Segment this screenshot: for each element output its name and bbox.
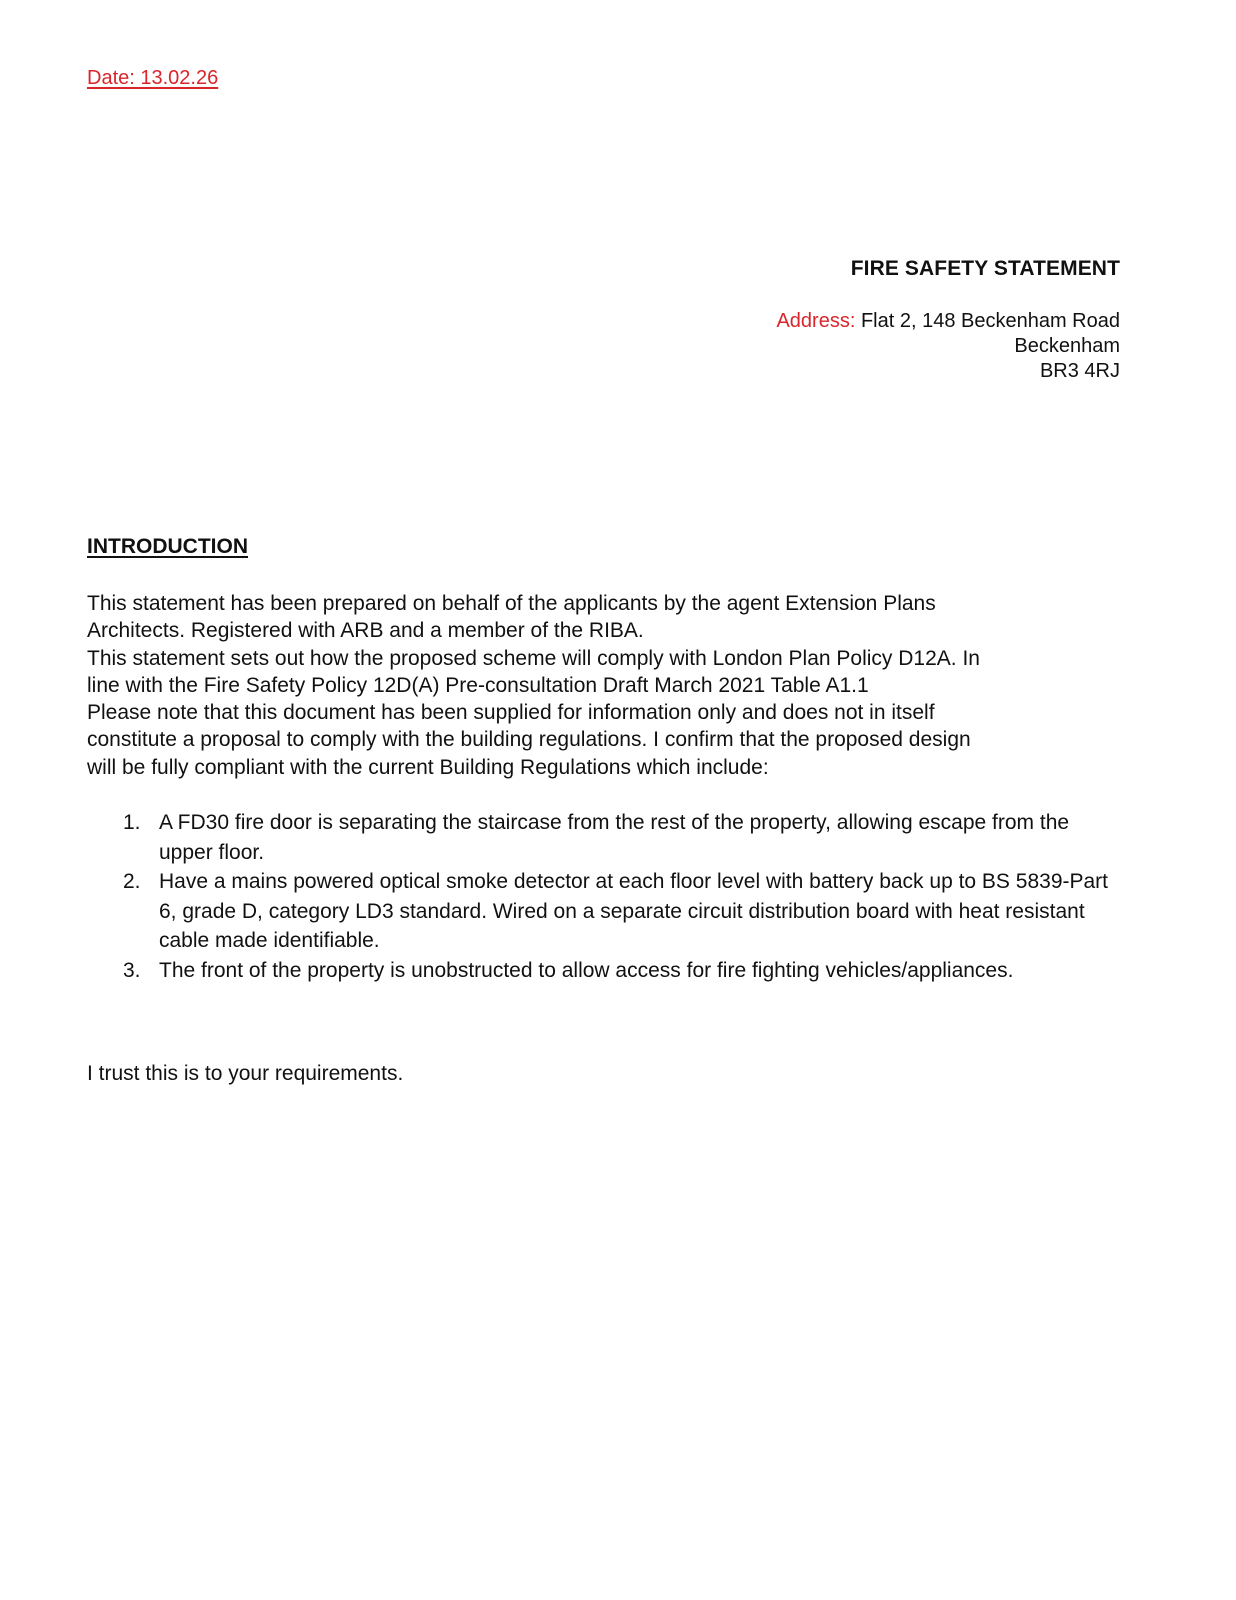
list-text: A FD30 fire door is separating the staircase from the rest of the property, allowing escape from the upper floor. [159,811,1070,864]
list-item [87,867,1127,956]
list-number: 2. [123,870,141,893]
address-line-2: Beckenham [1014,335,1120,357]
address-line-3: BR3 4RJ [1039,360,1120,382]
document-date: Date: 13.02.26 [87,67,219,89]
list-item [87,808,1127,867]
intro-line: will be fully compliant with the current Building Regulations which include: [87,755,769,779]
intro-line: constitute a proposal to comply with the building regulations. I confirm that the proposed design [87,728,971,752]
list-number: 1. [123,811,141,834]
list-text: The front of the property is unobstructed to allow access for fire fighting vehicles/appliances. [159,958,1014,982]
intro-line: Architects. Registered with ARB and a member of the RIBA. [87,619,644,643]
list-text: Have a mains powered optical smoke detector at each floor level with battery back up to BS 5839-Part 6, grade D, category LD3 standard. Wired on a separate circuit distribution board with heat resistant cable made identifiable. [159,870,1108,952]
intro-line: This statement sets out how the proposed scheme will comply with London Plan Policy D12A. In [87,646,980,670]
address-street: Flat 2, 148 Beckenham Road [860,310,1120,332]
title-block [776,257,1120,384]
closing-statement: I trust this is to your requirements. [87,1062,404,1085]
intro-line: Please note that this document has been supplied for information only and does not in itself [87,701,935,725]
intro-line: This statement has been prepared on behalf of the applicants by the agent Extension Plans [87,592,936,615]
list-number: 3. [123,958,141,982]
intro-line: line with the Fire Safety Policy 12D(A) Pre-consultation Draft March 2021 Table A1.1 [87,673,869,697]
address-line-1 [776,309,1120,334]
introduction-body [87,590,1127,781]
introduction-heading: INTRODUCTION [87,535,248,558]
document-title: FIRE SAFETY STATEMENT [850,257,1120,280]
list-item [87,956,1127,986]
address-block [776,309,1120,384]
requirements-list [87,808,1127,985]
address-label: Address: [776,310,856,332]
